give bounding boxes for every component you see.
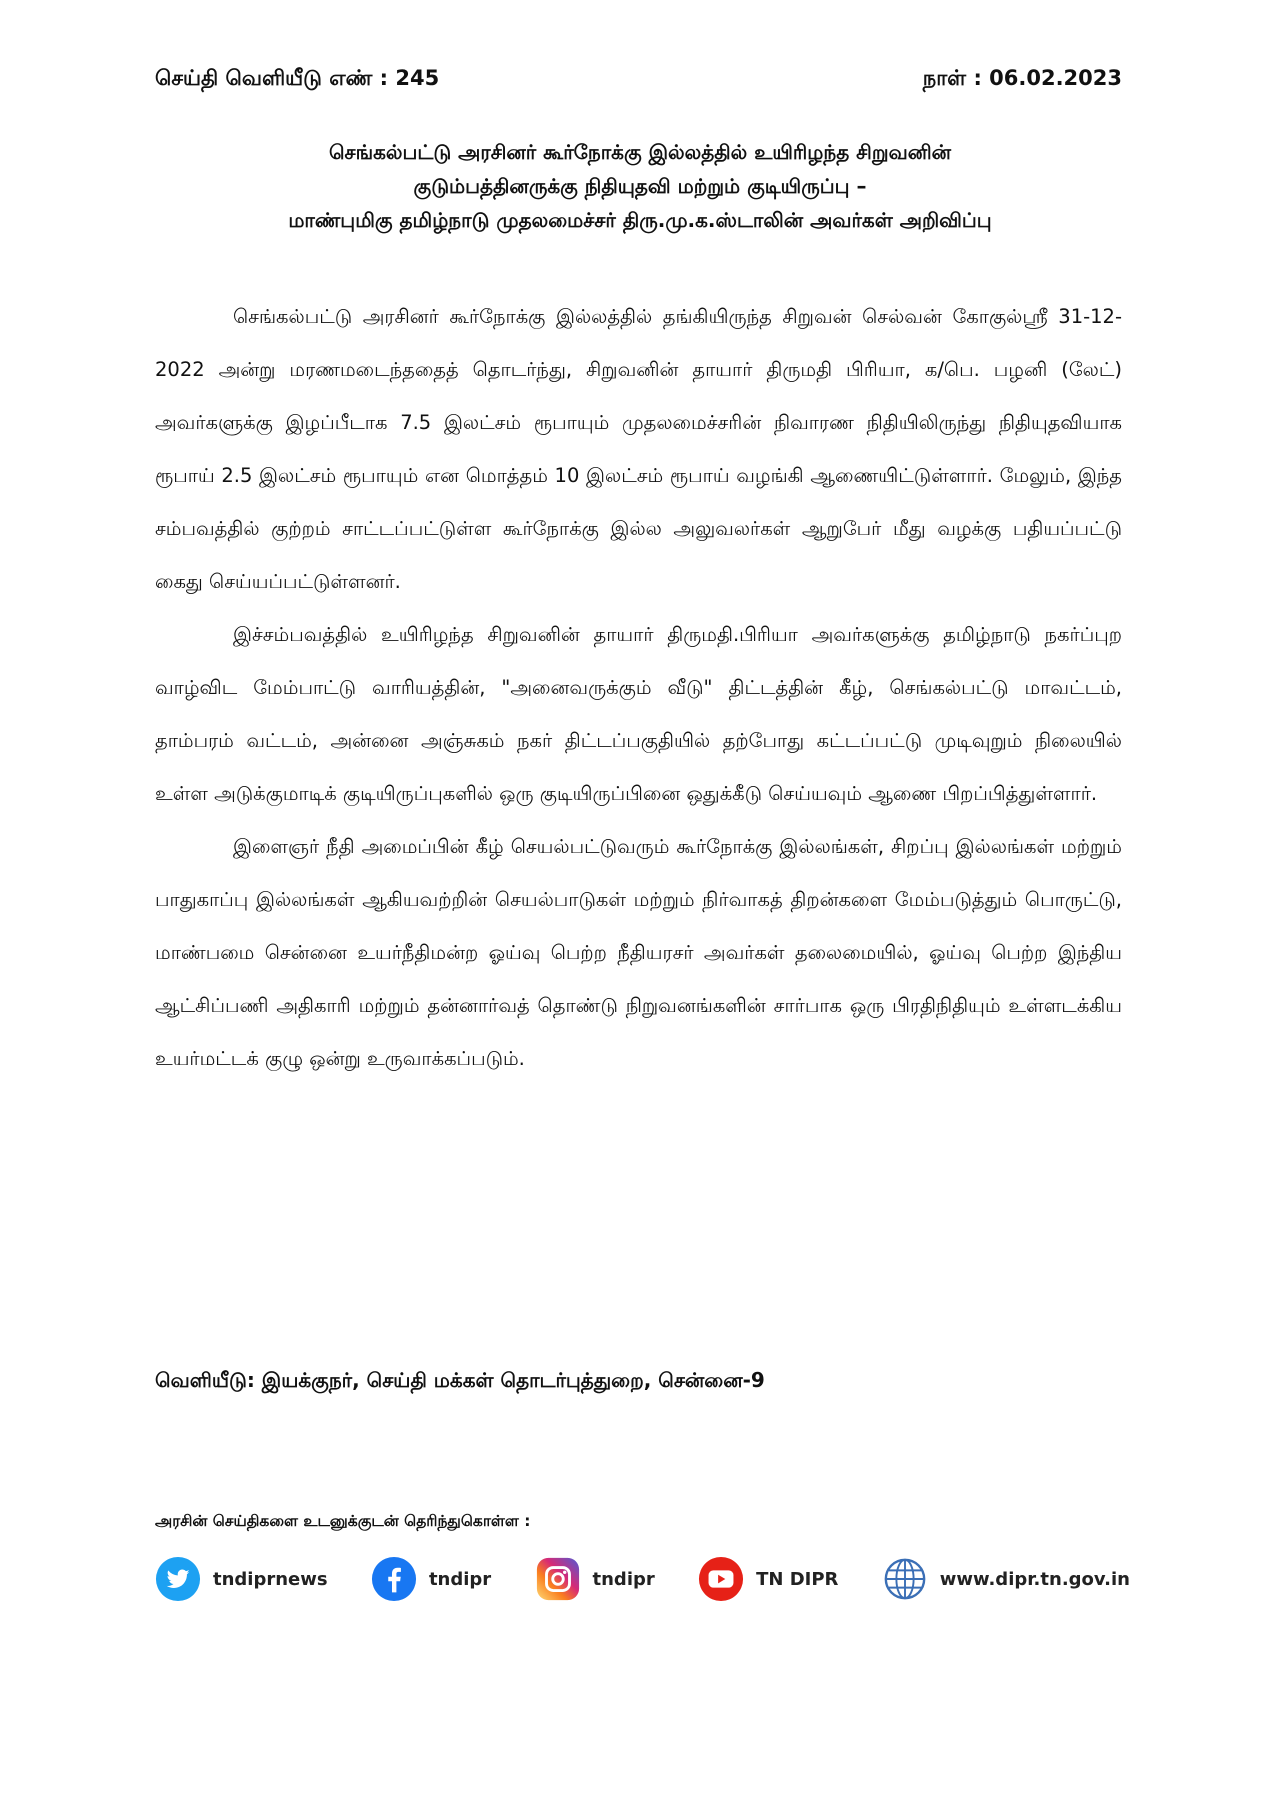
social-website[interactable] (882, 1556, 1130, 1602)
social-label: tndiprnews (213, 1568, 328, 1590)
title-line-2: குடும்பத்தினருக்கு நிதியுதவி மற்றும் குடியிருப்பு – (413, 174, 867, 198)
release-number: செய்தி வெளியீடு எண் : 245 (155, 66, 440, 90)
title-line-1: செங்கல்பட்டு அரசினர் கூர்நோக்கு இல்லத்தில் உயிரிழந்த சிறுவனின் (328, 140, 952, 164)
youtube-icon (698, 1556, 744, 1602)
social-instagram[interactable] (535, 1556, 655, 1602)
social-twitter[interactable] (155, 1556, 328, 1602)
social-label: tndipr (592, 1568, 655, 1590)
social-label: TN DIPR (756, 1568, 839, 1590)
paragraph-housing: இச்சம்பவத்தில் உயிரிழந்த சிறுவனின் தாயார் திருமதி.பிரியா அவர்களுக்கு தமிழ்நாடு நகர்ப்புற வாழ்விட மேம்பாட்டு வாரியத்தின், "அனைவருக்கும் வீடு" திட்டத்தின் கீழ், செங்கல்பட்டு மாவட்டம், தாம்பரம் வட்டம், அன்னை அஞ்சுகம் நகர் திட்டப்பகுதியில் தற்போது கட்டப்பட்டு முடிவுறும் நிலையில் உள்ள அடுக்குமாடிக் குடியிருப்புகளில் ஒரு குடியிருப்பினை ஒதுக்கீடு செய்யவும் ஆணை பிறப்பித்துள்ளார். (155, 623, 1122, 805)
follow-text: அரசின் செய்திகளை உடனுக்குடன் தெரிந்துகொள்ள : (155, 1512, 531, 1530)
body-text (155, 290, 1122, 1085)
paragraph-compensation: செங்கல்பட்டு அரசினர் கூர்நோக்கு இல்லத்தில் தங்கியிருந்த சிறுவன் செல்வன் கோகுல்ஸ்ரீ 31-12-2022 அன்று மரணமடைந்ததைத் தொடர்ந்து, சிறுவனின் தாயார் திருமதி பிரியா, க/பெ. பழனி (லேட்) அவர்களுக்கு இழப்பீடாக 7.5 இலட்சம் ரூபாயும் முதலமைச்சரின் நிவாரண நிதியிலிருந்து நிதியுதவியாக ரூபாய் 2.5 இலட்சம் ரூபாயும் என மொத்தம் 10 இலட்சம் ரூபாய் வழங்கி ஆணையிட்டுள்ளார். மேலும், இந்த சம்பவத்தில் குற்றம் சாட்டப்பட்டுள்ள கூர்நோக்கு இல்ல அலுவலர்கள் ஆறுபேர் மீது வழக்கு பதியப்பட்டு கைது செய்யப்பட்டுள்ளனர். (155, 305, 1122, 593)
twitter-icon (155, 1556, 201, 1602)
social-label: www.dipr.tn.gov.in (939, 1568, 1130, 1590)
facebook-icon (371, 1556, 417, 1602)
release-by: வெளியீடு: இயக்குநர், செய்தி மக்கள் தொடர்புத்துறை, சென்னை-9 (155, 1368, 765, 1392)
social-links (155, 1556, 1130, 1602)
social-label: tndipr (428, 1568, 492, 1590)
globe-icon (882, 1556, 928, 1602)
social-youtube[interactable] (698, 1556, 838, 1602)
instagram-icon (535, 1556, 581, 1602)
title-line-3: மாண்புமிகு தமிழ்நாடு முதலமைச்சர் திரு.மு.க.ஸ்டாலின் அவர்கள் அறிவிப்பு (288, 208, 992, 232)
paragraph-committee: இளைஞர் நீதி அமைப்பின் கீழ் செயல்பட்டுவரும் கூர்நோக்கு இல்லங்கள், சிறப்பு இல்லங்கள் மற்றும் பாதுகாப்பு இல்லங்கள் ஆகியவற்றின் செயல்பாடுகள் மற்றும் நிர்வாகத் திறன்களை மேம்படுத்தும் பொருட்டு, மாண்பமை சென்னை உயர்நீதிமன்ற ஓய்வு பெற்ற நீதியரசர் அவர்கள் தலைமையில், ஓய்வு பெற்ற இந்திய ஆட்சிப்பணி அதிகாரி மற்றும் தன்னார்வத் தொண்டு நிறுவனங்களின் சார்பாக ஒரு பிரதிநிதியும் உள்ளடக்கிய உயர்மட்டக் குழு ஒன்று உருவாக்கப்படும். (155, 835, 1122, 1070)
release-date: நாள் : 06.02.2023 (922, 66, 1122, 90)
header-row (155, 66, 1122, 93)
social-facebook[interactable] (371, 1556, 491, 1602)
press-release-title (130, 135, 1150, 237)
